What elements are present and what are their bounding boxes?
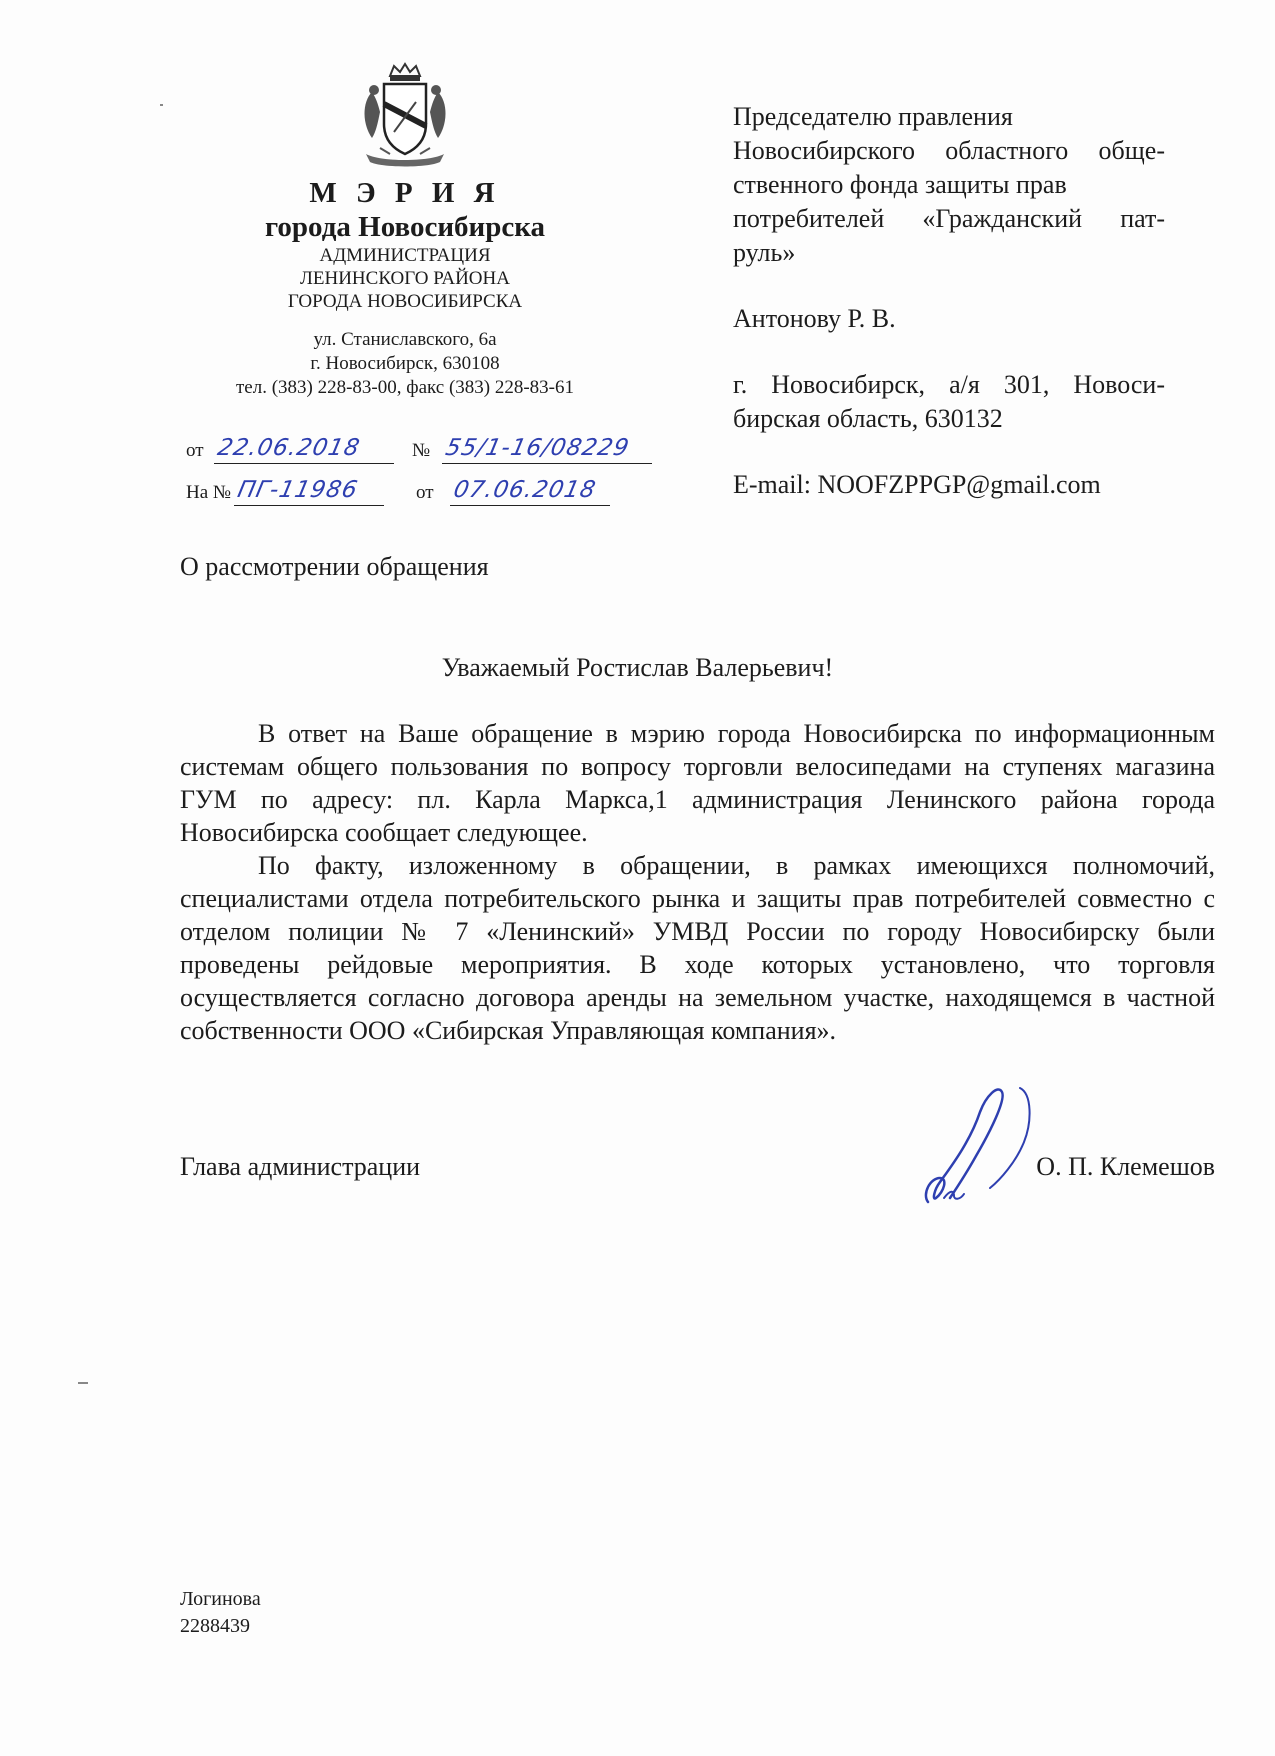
recipient-line: Председателю правления	[733, 102, 1013, 131]
recipient-name: Антонову Р. В.	[733, 304, 896, 333]
city-coat-of-arms-icon	[350, 62, 460, 172]
reference-block	[186, 428, 656, 512]
city-title: города Новосибирска	[264, 211, 546, 243]
incoming-reference-row	[186, 470, 656, 512]
executor-phone: 2288439	[180, 1615, 250, 1637]
mayoralty-title: М Э Р И Я	[309, 177, 501, 209]
phone-fax-line: тел. (383) 228-83-00, факс (383) 228-83-61	[235, 377, 575, 398]
admin-line: ЛЕНИНСКОГО РАЙОНА	[300, 268, 510, 289]
outgoing-date-field	[214, 429, 394, 464]
recipient-line: руль»	[733, 238, 796, 267]
recipient-line: потребителей «Гражданский пат-	[733, 204, 1165, 233]
letter-subject: О рассмотрении обращения	[180, 552, 489, 581]
incoming-number-field	[234, 471, 384, 506]
admin-line: АДМИНИСТРАЦИЯ	[319, 245, 491, 266]
recipient-email: E-mail: NOOFZPPGP@gmail.com	[733, 470, 1101, 499]
body-paragraph: По факту, изложенному в обращении, в рамках имеющихся полномочий, специалистами отдела потребительского рынка и защиты прав потребителей совместно с отделом полиции № 7 «Ленинский» УМВД России по городу Новосибирску были проведены рейдовые мероприятия. В ходе которых установлено, что торговля осуществляется согласно договора аренды на земельном участке, находящемся в частной собственности ООО «Сибирская Управляющая компания».	[180, 851, 1215, 1045]
recipient-address-line: бирская область, 630132	[733, 404, 1003, 433]
reply-from-label: от	[416, 482, 434, 503]
body-paragraph: В ответ на Ваше обращение в мэрию города Новосибирска по информационным системам общего пользования по вопросу торговли велосипедами на ступенях магазина ГУМ по адресу: пл. Карла Маркса,1 администрация Ленинского района города Новосибирска сообщает следующее.	[180, 719, 1215, 847]
recipient-address-line: г. Новосибирск, а/я 301, Новоси-	[733, 370, 1165, 399]
outgoing-number: 55/1-16/08229	[443, 435, 632, 461]
incoming-date-field	[450, 471, 610, 506]
outgoing-number-field	[442, 429, 652, 464]
letter-body	[180, 717, 1215, 1047]
handwritten-signature	[920, 1082, 1060, 1212]
number-label: №	[412, 440, 431, 461]
outgoing-date: 22.06.2018	[215, 435, 363, 461]
address-line: ул. Станиславского, 6а	[313, 329, 497, 350]
outgoing-reference-row	[186, 428, 656, 470]
executor-block	[180, 1586, 261, 1640]
admin-line: ГОРОДА НОВОСИБИРСКА	[287, 291, 523, 312]
from-label: от	[186, 440, 204, 461]
executor-name: Логинова	[180, 1588, 261, 1610]
recipient-block	[733, 100, 1165, 502]
scan-speck	[160, 104, 163, 106]
salutation: Уважаемый Ростислав Валерьевич!	[441, 653, 834, 682]
incoming-date: 07.06.2018	[451, 477, 599, 503]
address-line: г. Новосибирск, 630108	[310, 353, 500, 374]
signatory-position: Глава администрации	[180, 1152, 421, 1181]
sender-address	[180, 328, 630, 400]
reply-to-label: На №	[186, 482, 232, 503]
recipient-line: Новосибирского областного обще-	[733, 136, 1165, 165]
scan-speck	[78, 1382, 88, 1384]
letterhead	[180, 62, 630, 400]
incoming-number: ПГ-11986	[235, 477, 361, 503]
signatory-name: О. П. Клемешов	[1036, 1152, 1215, 1181]
recipient-line: ственного фонда защиты прав	[733, 170, 1067, 199]
